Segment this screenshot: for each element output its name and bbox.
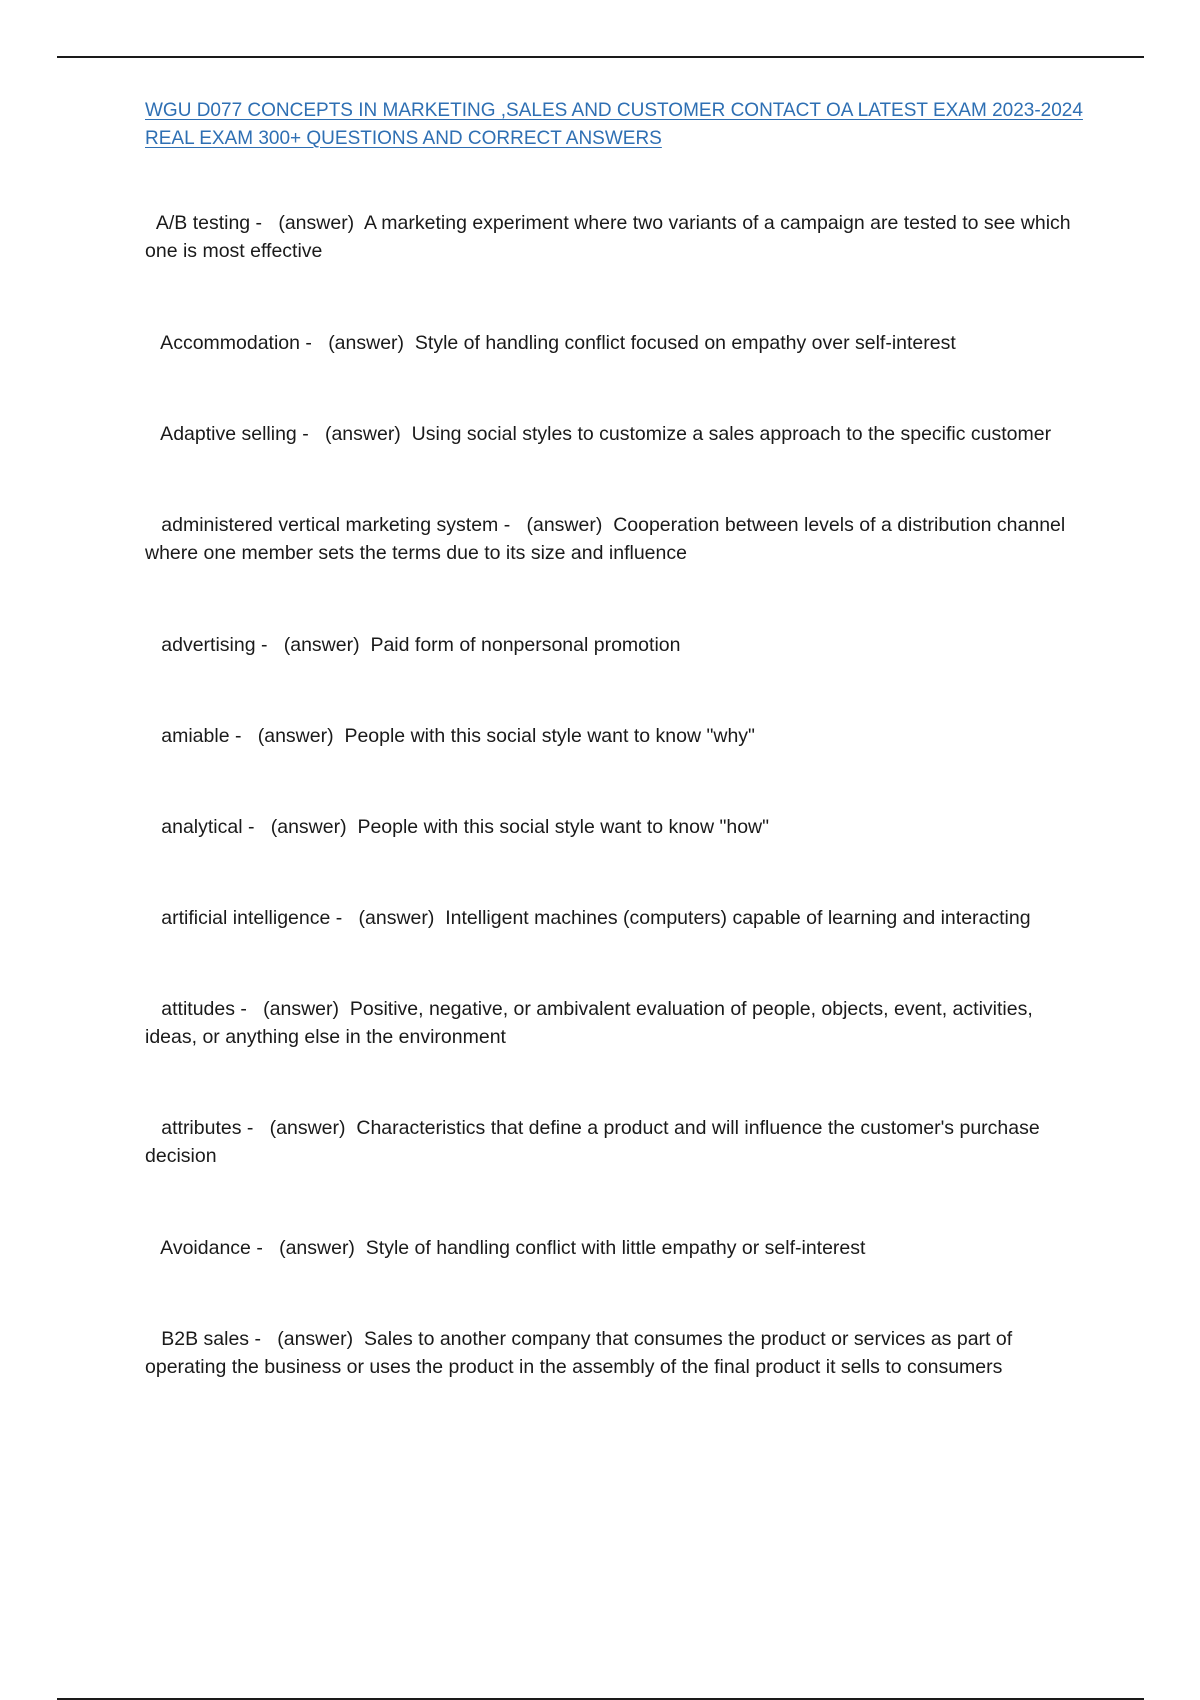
qa-entry <box>145 392 1085 448</box>
qa-entry <box>145 876 1085 932</box>
entry-definition: Style of handling conflict focused on empathy over self-interest <box>414 332 956 354</box>
entry-definition: Cooperation between levels of a distribution channel where one member sets the terms due to its size and influence <box>145 514 1071 564</box>
qa-entry <box>145 603 1085 659</box>
entry-term: advertising - <box>155 634 268 656</box>
qa-entry <box>145 1086 1085 1170</box>
entry-answer-tag: (answer) <box>324 423 401 445</box>
entry-answer-tag: (answer) <box>270 816 347 838</box>
entry-term: Adaptive selling - <box>155 423 309 445</box>
qa-entry <box>145 483 1085 567</box>
entry-definition: People with this social style want to know "how" <box>357 816 770 838</box>
entry-term: attitudes - <box>155 998 247 1020</box>
entry-definition: People with this social style want to know "why" <box>344 725 755 747</box>
entry-term: attributes - <box>155 1117 254 1139</box>
entry-definition: Using social styles to customize a sales approach to the specific customer <box>411 423 1052 445</box>
entry-definition: Sales to another company that consumes the product or services as part of operating the business or uses the product in the assembly of the final product it sells to consumers <box>145 1328 1018 1378</box>
entry-definition: Style of handling conflict with little empathy or self-interest <box>365 1237 866 1259</box>
qa-entry <box>145 1206 1085 1262</box>
qa-entry <box>145 301 1085 357</box>
entry-answer-tag: (answer) <box>278 212 355 234</box>
qa-entry <box>145 694 1085 750</box>
entry-term: amiable - <box>155 725 242 747</box>
entry-answer-tag: (answer) <box>358 907 435 929</box>
entry-answer-tag: (answer) <box>283 634 360 656</box>
entry-definition: Paid form of nonpersonal promotion <box>370 634 681 656</box>
qa-entry <box>145 967 1085 1051</box>
entry-answer-tag: (answer) <box>277 1328 354 1350</box>
entry-term: analytical - <box>155 816 255 838</box>
entry-term: B2B sales - <box>155 1328 261 1350</box>
qa-entry <box>145 181 1085 265</box>
entry-term: Avoidance - <box>155 1237 263 1259</box>
entry-term: administered vertical marketing system - <box>155 514 511 536</box>
document-title-link[interactable]: WGU D077 CONCEPTS IN MARKETING ,SALES AND CUSTOMER CONTACT OA LATEST EXAM 2023-2024 REAL EXAM 300+ QUESTIONS AND CORRECT ANSWERS <box>145 100 1083 149</box>
entry-answer-tag: (answer) <box>257 725 334 747</box>
entry-definition: Intelligent machines (computers) capable of learning and interacting <box>445 907 1031 929</box>
entry-answer-tag: (answer) <box>526 514 603 536</box>
entry-answer-tag: (answer) <box>328 332 405 354</box>
entry-term: A/B testing - <box>155 212 263 234</box>
qa-entry <box>145 1297 1085 1381</box>
entry-term: Accommodation - <box>155 332 312 354</box>
entry-answer-tag: (answer) <box>279 1237 355 1259</box>
entry-answer-tag: (answer) <box>263 998 340 1020</box>
qa-entry <box>145 785 1085 841</box>
entry-answer-tag: (answer) <box>269 1117 346 1139</box>
top-rule <box>57 56 1144 58</box>
entry-term: artificial intelligence - <box>155 907 343 929</box>
entry-definition: Characteristics that define a product and will influence the customer's purchase decision <box>145 1117 1046 1167</box>
entry-definition: A marketing experiment where two variants of a campaign are tested to see which one is most effective <box>145 212 1077 262</box>
entry-definition: Positive, negative, or ambivalent evaluation of people, objects, event, activities, ideas, or anything else in the environment <box>145 998 1039 1048</box>
